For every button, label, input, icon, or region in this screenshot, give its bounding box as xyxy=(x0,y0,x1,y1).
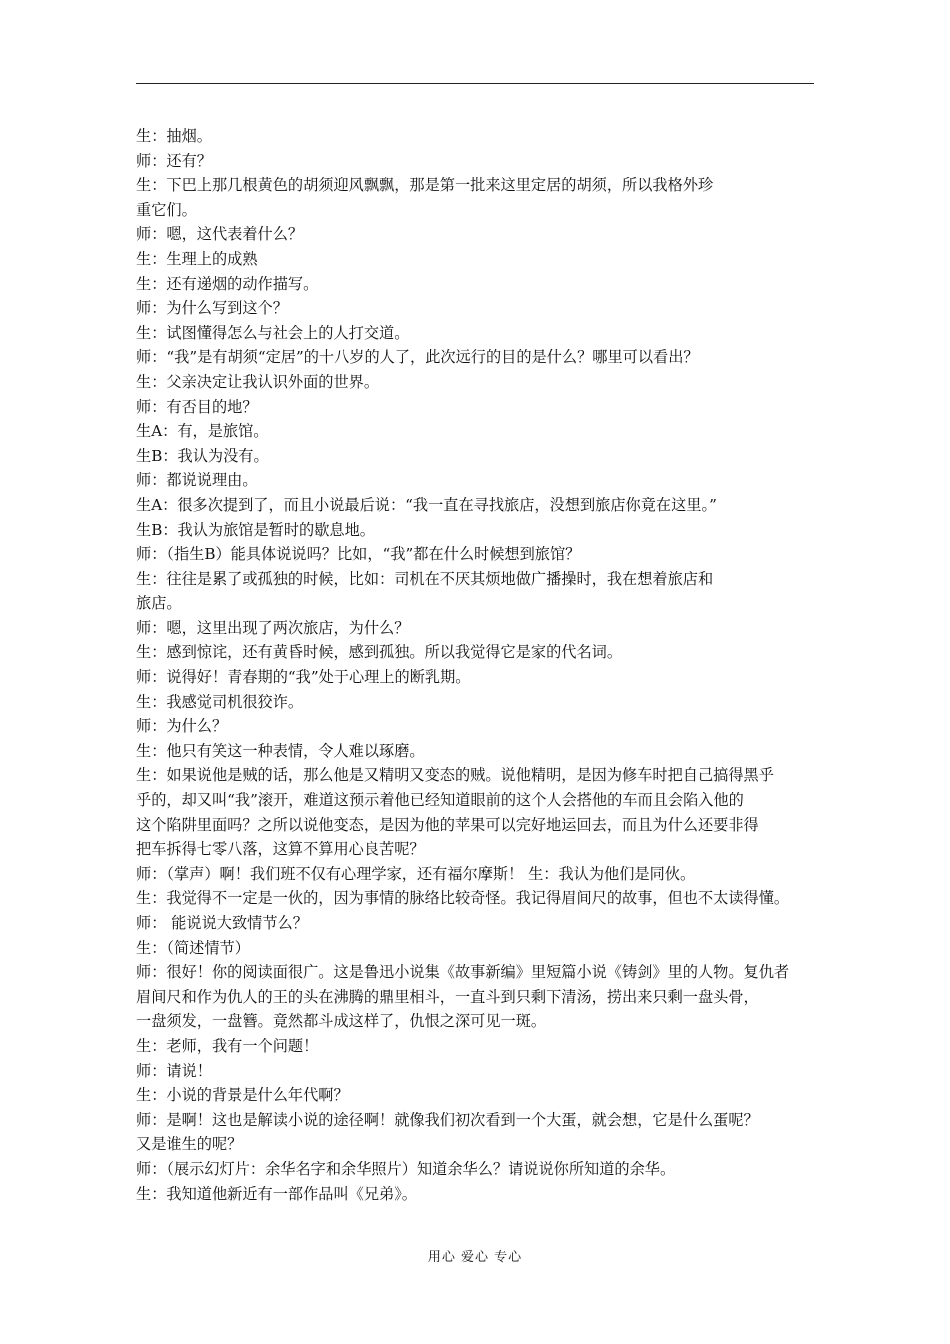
text-line: 师：有否目的地？ xyxy=(136,397,258,416)
text-line: 生：往往是累了或孤独的时候，比如：司机在不厌其烦地做广播操时，我在想着旅店和 xyxy=(136,569,714,588)
page-footer: 用心 爱心 专心 xyxy=(427,1250,523,1265)
text-line: 师：嗯，这里出现了两次旅店，为什么？ xyxy=(136,618,410,637)
text-line: 生：（简述情节） xyxy=(136,938,250,957)
text-line: 师：很好！你的阅读面很广。这是鲁迅小说集《故事新编》里短篇小说《铸剑》里的人物。复仇者 xyxy=(136,963,790,982)
text-line: 生：生理上的成熟 xyxy=(136,249,258,268)
document-body xyxy=(136,124,820,1206)
text-line: 师：为什么？ xyxy=(136,717,228,736)
text-line: 生：如果说他是贼的话，那么他是又精明又变态的贼。说他精明，是因为修车时把自己搞得黑乎 xyxy=(136,766,774,785)
text-line: 师：说得好！青春期的“我”处于心理上的断乳期。 xyxy=(136,668,471,687)
text-line: 生：抽烟。 xyxy=(136,127,212,145)
text-line: 师：为什么写到这个？ xyxy=(136,299,288,318)
text-line: 师：嗯，这代表着什么？ xyxy=(136,225,304,244)
text-line: 这个陷阱里面吗？之所以说他变态，是因为他的苹果可以完好地运回去，而且为什么还要非得 xyxy=(136,815,759,834)
text-line: 把车拆得七零八落，这算不算用心良苦呢？ xyxy=(136,840,425,859)
text-line: 师：（掌声）啊！我们班不仅有心理学家，还有福尔摩斯！ 生：我认为他们是同伙。 xyxy=(136,864,696,883)
text-line: 生：我知道他新近有一部作品叫《兄弟》。 xyxy=(136,1184,417,1203)
text-line: 生：试图懂得怎么与社会上的人打交道。 xyxy=(136,323,410,342)
text-line: 生B：我认为旅馆是暂时的歇息地。 xyxy=(136,520,375,539)
text-line: 乎的，却又叫“我”滚开，难道这预示着他已经知道眼前的这个人会搭他的车而且会陷入他的 xyxy=(136,791,744,810)
text-line: 一盘须发，一盘簪。竟然都斗成这样了，仇恨之深可见一斑。 xyxy=(136,1012,547,1031)
text-line: 师：都说说理由。 xyxy=(136,471,258,490)
text-line: 眉间尺和作为仇人的王的头在沸腾的鼎里相斗，一直斗到只剩下清汤，捞出来只剩一盘头骨， xyxy=(136,987,759,1006)
text-line: 生：我觉得不一定是一伙的，因为事情的脉络比较奇怪。我记得眉间尺的故事，但也不太读得懂。 xyxy=(136,889,790,908)
text-line: 重它们。 xyxy=(136,200,197,219)
text-line: 生A：很多次提到了，而且小说最后说：“我一直在寻找旅店，没想到旅店你竟在这里。” xyxy=(136,495,717,514)
text-line: 师：还有？ xyxy=(136,151,212,170)
text-line: 生：感到惊诧，还有黄昏时候，感到孤独。所以我觉得它是家的代名词。 xyxy=(136,643,622,662)
text-line: 生：下巴上那几根黄色的胡须迎风飘飘，那是第一批来这里定居的胡须，所以我格外珍 xyxy=(136,176,714,195)
text-line: 生：父亲决定让我认识外面的世界。 xyxy=(136,372,379,391)
text-line: 生：还有递烟的动作描写。 xyxy=(136,274,319,293)
text-line: 生A：有，是旅馆。 xyxy=(136,422,269,441)
text-line: 师：请说！ xyxy=(136,1061,212,1080)
text-line: 生B：我认为没有。 xyxy=(136,446,269,465)
text-line: 师： 能说说大致情节么？ xyxy=(136,914,308,932)
text-line: 师：（展示幻灯片：余华名字和余华照片）知道余华么？请说说你所知道的余华。 xyxy=(136,1159,676,1178)
text-line: 生：我感觉司机很狡诈。 xyxy=(136,692,304,711)
text-line: 师：（指生B）能具体说说吗？比如，“我”都在什么时候想到旅馆？ xyxy=(136,545,581,564)
text-line: 旅店。 xyxy=(136,594,182,613)
text-line: 生：小说的背景是什么年代啊？ xyxy=(136,1086,349,1105)
text-line: 师：是啊！这也是解读小说的途径啊！就像我们初次看到一个大蛋，就会想，它是什么蛋呢？ xyxy=(136,1110,759,1129)
text-line: 生：老师，我有一个问题！ xyxy=(136,1036,319,1055)
text-line: 生：他只有笑这一种表情，令人难以琢磨。 xyxy=(136,741,425,760)
header-rule xyxy=(136,83,814,84)
text-line: 师：“我”是有胡须“定居”的十八岁的人了，此次远行的目的是什么？哪里可以看出？ xyxy=(136,348,699,367)
text-line: 又是谁生的呢？ xyxy=(136,1135,243,1154)
